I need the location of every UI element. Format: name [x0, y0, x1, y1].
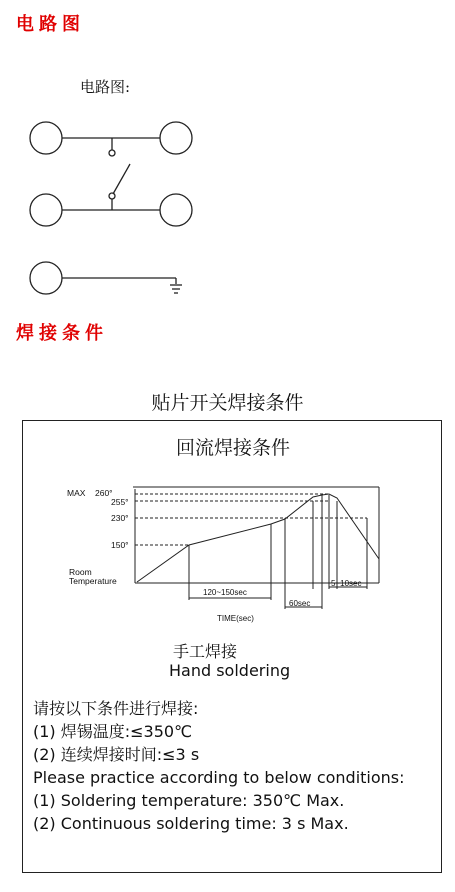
label-max: MAX — [67, 488, 86, 498]
label-room: Room — [69, 567, 92, 577]
condition-time-cn: (2) 连续焊接时间:≤3 s — [33, 745, 200, 764]
circuit-label: 电路图: — [80, 78, 131, 96]
switch-lever — [113, 164, 130, 194]
terminal-4 — [160, 194, 192, 226]
reflow-title: 回流焊接条件 — [175, 437, 290, 459]
profile-curve — [137, 494, 379, 582]
soldering-heading: 焊接条件 — [16, 323, 108, 344]
terminal-ground — [30, 262, 62, 294]
hand-title-en: Hand soldering — [169, 661, 291, 680]
hand-title-cn: 手工焊接 — [173, 642, 238, 661]
condition-intro-en: Please practice according to below conditions: — [33, 768, 405, 787]
label-230: 230° — [111, 513, 129, 523]
terminal-2 — [160, 122, 192, 154]
condition-time-en: (2) Continuous soldering time: 3 s Max. — [33, 814, 349, 833]
label-150: 150° — [111, 540, 129, 550]
label-255: 255° — [111, 497, 129, 507]
circuit-heading: 电路图 — [16, 14, 85, 35]
terminal-1 — [30, 122, 62, 154]
interval-peak: 5~10sec — [331, 579, 362, 588]
condition-temp-en: (1) Soldering temperature: 350℃ Max. — [33, 791, 345, 810]
reflow-profile-chart — [67, 477, 387, 627]
label-temperature: Temperature — [69, 576, 117, 586]
contact-bottom — [109, 193, 115, 199]
interval-60sec: 60sec — [289, 599, 311, 608]
x-axis-label: TIME(sec) — [217, 614, 254, 623]
circuit-diagram — [0, 110, 220, 310]
interval-preheat: 120~150sec — [203, 588, 247, 597]
contact-top — [109, 150, 115, 156]
condition-temp-cn: (1) 焊锡温度:≤350℃ — [33, 722, 193, 741]
conditions-panel — [22, 420, 442, 873]
terminal-3 — [30, 194, 62, 226]
smd-title: 贴片开关焊接条件 — [151, 392, 304, 414]
condition-intro-cn: 请按以下条件进行焊接: — [33, 699, 199, 718]
label-260: 260° — [95, 488, 113, 498]
